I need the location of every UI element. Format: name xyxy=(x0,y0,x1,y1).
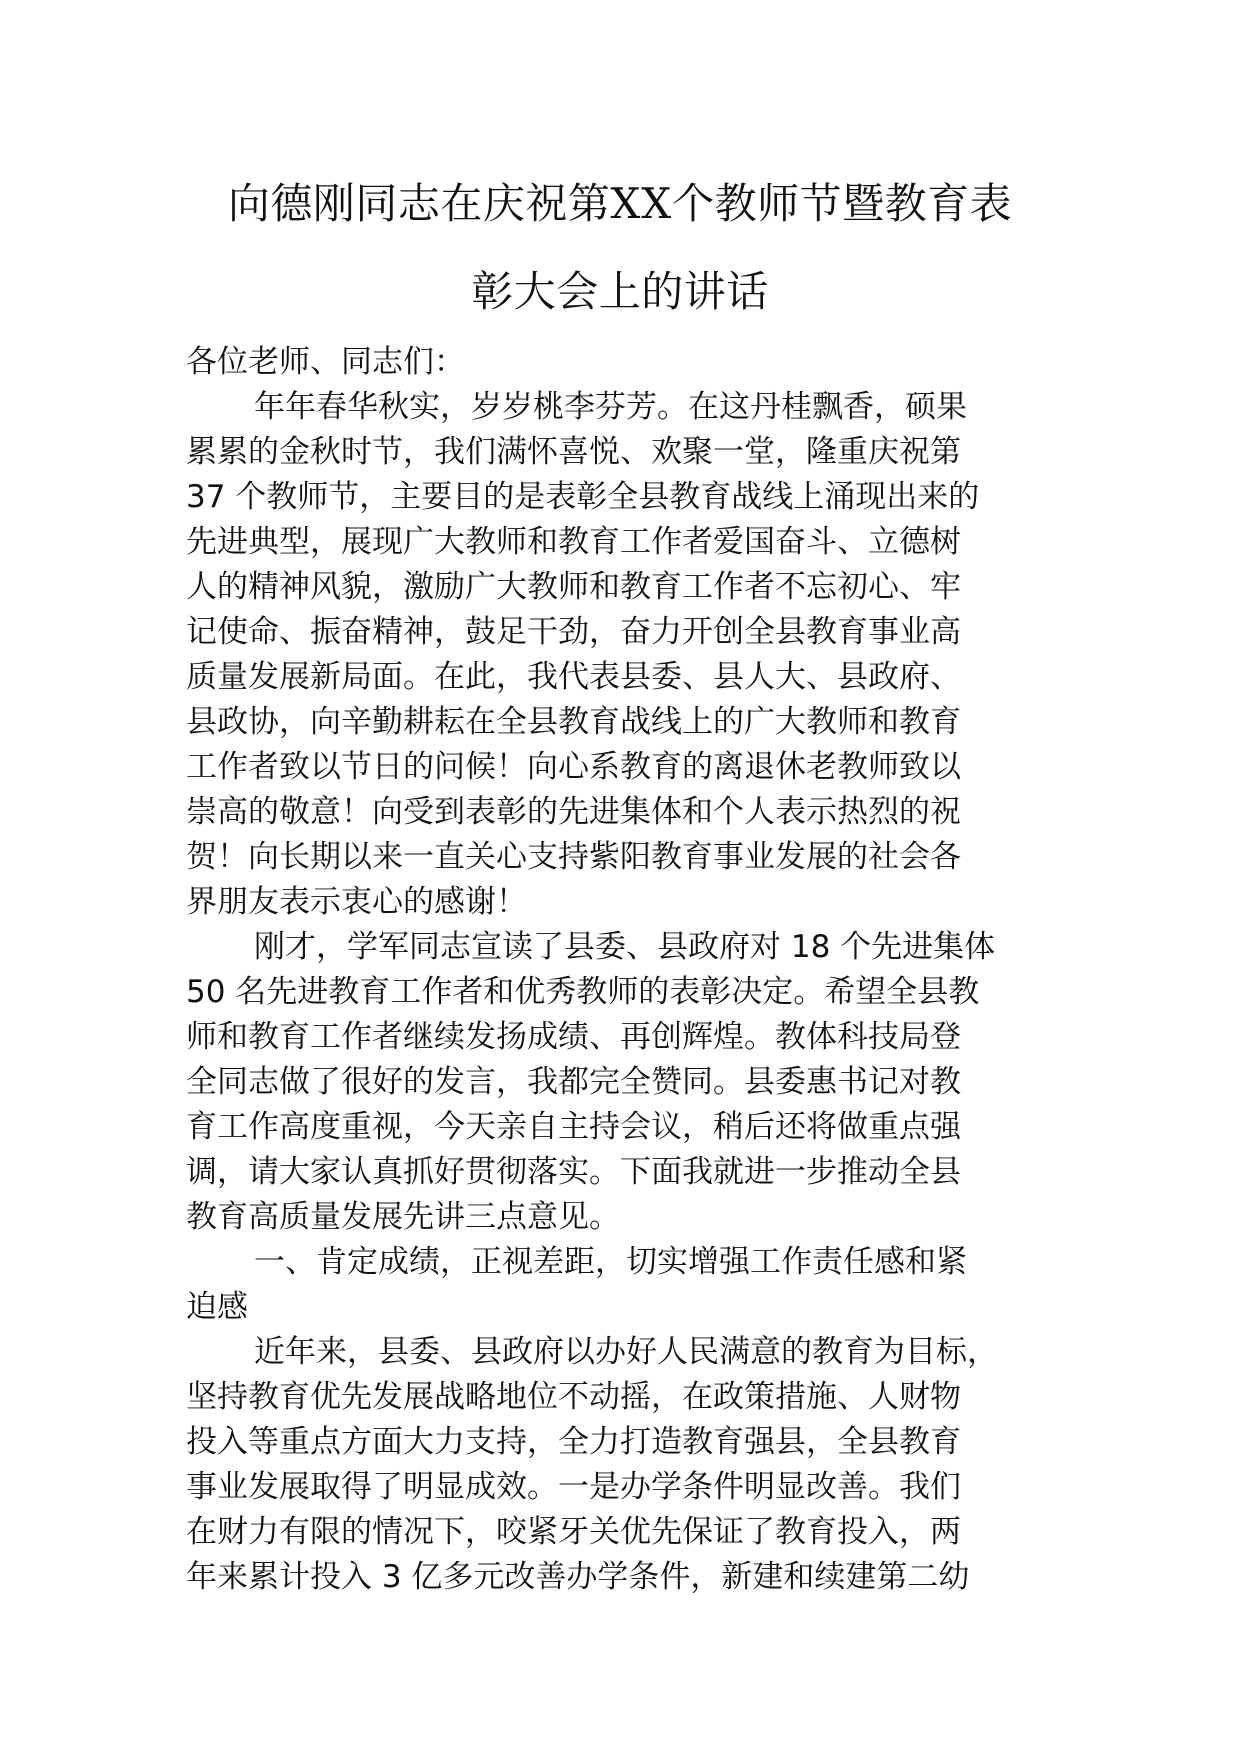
body-line: 在财力有限的情况下，咬紧牙关优先保证了教育投入，两 xyxy=(186,1514,961,1550)
body-line: 工作者致以节日的问候！向心系教育的离退休老教师致以 xyxy=(186,749,961,785)
body-line: 50 名先进教育工作者和优秀教师的表彰决定。希望全县教 xyxy=(186,974,980,1010)
body-line: 先进典型，展现广大教师和教育工作者爱国奋斗、立德树 xyxy=(186,524,961,560)
body-line: 崇高的敬意！向受到表彰的先进集体和个人表示热烈的祝 xyxy=(186,794,961,830)
document-title xyxy=(186,160,1054,336)
body-line: 质量发展新局面。在此，我代表县委、县人大、县政府、 xyxy=(186,659,961,695)
body-line: 全同志做了很好的发言，我都完全赞同。县委惠书记对教 xyxy=(186,1064,961,1100)
title-line-2: 彰大会上的讲话 xyxy=(471,267,769,316)
body-line: 累累的金秋时节，我们满怀喜悦、欢聚一堂，隆重庆祝第 xyxy=(186,434,961,470)
body-line: 县政协，向辛勤耕耘在全县教育战线上的广大教师和教育 xyxy=(186,704,961,740)
body-line: 近年来，县委、县政府以办好人民满意的教育为目标， xyxy=(254,1334,998,1370)
body-line: 年来累计投入 3 亿多元改善办学条件，新建和续建第二幼 xyxy=(186,1559,970,1595)
document-body xyxy=(186,340,1086,1600)
body-line: 投入等重点方面大力支持，全力打造教育强县，全县教育 xyxy=(186,1424,961,1460)
body-line: 坚持教育优先发展战略地位不动摇，在政策措施、人财物 xyxy=(186,1379,961,1415)
body-line: 年年春华秋实，岁岁桃李芬芳。在这丹桂飘香，硕果 xyxy=(254,389,967,425)
body-line: 教育高质量发展先讲三点意见。 xyxy=(186,1199,620,1235)
salutation: 各位老师、同志们： xyxy=(186,344,465,380)
body-line: 刚才，学军同志宣读了县委、县政府对 18 个先进集体 xyxy=(254,929,996,965)
title-line-1: 向德刚同志在庆祝第XX个教师节暨教育表 xyxy=(227,179,1013,228)
body-line: 事业发展取得了明显成效。一是办学条件明显改善。我们 xyxy=(186,1469,961,1505)
body-line: 界朋友表示衷心的感谢！ xyxy=(186,884,527,920)
section-heading: 一、肯定成绩，正视差距，切实增强工作责任感和紧 xyxy=(254,1244,967,1280)
body-line: 师和教育工作者继续发扬成绩、再创辉煌。教体科技局登 xyxy=(186,1019,961,1055)
section-heading: 迫感 xyxy=(186,1289,248,1325)
body-line: 37 个教师节，主要目的是表彰全县教育战线上涌现出来的 xyxy=(186,479,980,515)
body-line: 记使命、振奋精神，鼓足干劲，奋力开创全县教育事业高 xyxy=(186,614,961,650)
body-line: 育工作高度重视，今天亲自主持会议，稍后还将做重点强 xyxy=(186,1109,961,1145)
body-line: 贺！向长期以来一直关心支持紫阳教育事业发展的社会各 xyxy=(186,839,961,875)
body-line: 人的精神风貌，激励广大教师和教育工作者不忘初心、牢 xyxy=(186,569,961,605)
body-line: 调，请大家认真抓好贯彻落实。下面我就进一步推动全县 xyxy=(186,1154,961,1190)
